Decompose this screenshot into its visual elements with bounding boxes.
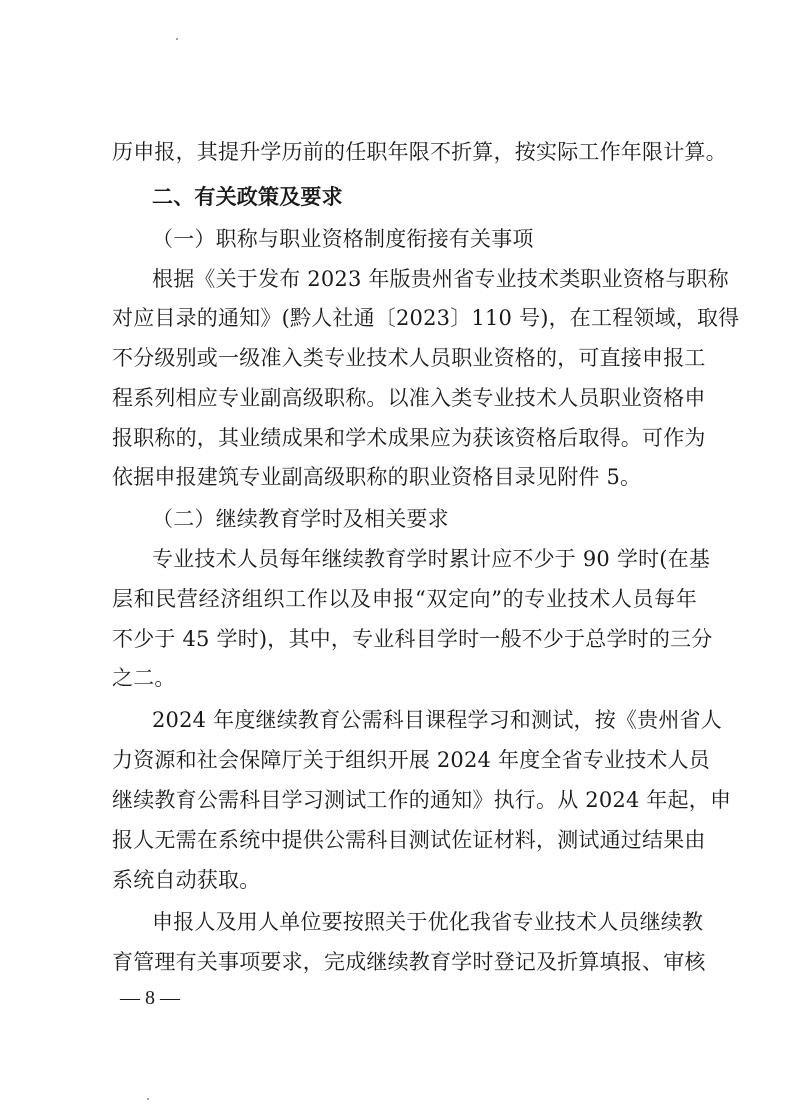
body-line: 继续教育公需科目学习测试工作的通知》执行。从 2024 年起，申 <box>112 788 732 812</box>
body-line: 层和民营经济组织工作以及申报“双定向”的专业技术人员每年 <box>112 587 697 611</box>
body-line: 依据申报建筑专业副高级职称的职业资格目录见附件 5。 <box>112 465 642 489</box>
body-line: 2024 年度继续教育公需科目课程学习和测试，按《贵州省人 <box>152 708 722 732</box>
body-line: 对应目录的通知》(黔人社通〔2023〕110 号)，在工程领域，取得 <box>112 306 740 330</box>
body-line: 育管理有关事项要求，完成继续教育学时登记及折算填报、审核 <box>112 950 706 974</box>
body-line: 程系列相应专业副高级职称。以准入类专业技术人员职业资格申 <box>112 386 706 410</box>
body-line: 系统自动获取。 <box>112 868 261 892</box>
subsection-heading: （一）职称与职业资格制度衔接有关事项 <box>152 227 534 251</box>
subsection-heading: （二）继续教育学时及相关要求 <box>152 507 449 531</box>
scan-speck <box>147 1098 149 1100</box>
section-heading: 二、有关政策及要求 <box>152 185 343 209</box>
body-line: 历申报，其提升学历前的任职年限不折算，按实际工作年限计算。 <box>112 140 727 164</box>
scan-speck <box>176 38 178 40</box>
body-line: 不分级别或一级准入类专业技术人员职业资格的，可直接申报工 <box>112 346 706 370</box>
body-line: 力资源和社会保障厅关于组织开展 2024 年度全省专业技术人员 <box>112 748 710 772</box>
body-line: 报职称的，其业绩成果和学术成果应为获该资格后取得。可作为 <box>112 426 706 450</box>
body-line: 不少于 45 学时)，其中，专业科目学时一般不少于总学时的三分 <box>112 627 713 651</box>
body-line: 之二。 <box>112 666 176 690</box>
body-line: 根据《关于发布 2023 年版贵州省专业技术类职业资格与职称 <box>152 267 729 291</box>
body-line: 报人无需在系统中提供公需科目测试佐证材料，测试通过结果由 <box>112 828 706 852</box>
body-line: 专业技术人员每年继续教育学时累计应不少于 90 学时(在基 <box>152 547 711 571</box>
body-line: 申报人及用人单位要按照关于优化我省专业技术人员继续教 <box>152 910 704 934</box>
page-number: — 8 — <box>120 987 180 1009</box>
